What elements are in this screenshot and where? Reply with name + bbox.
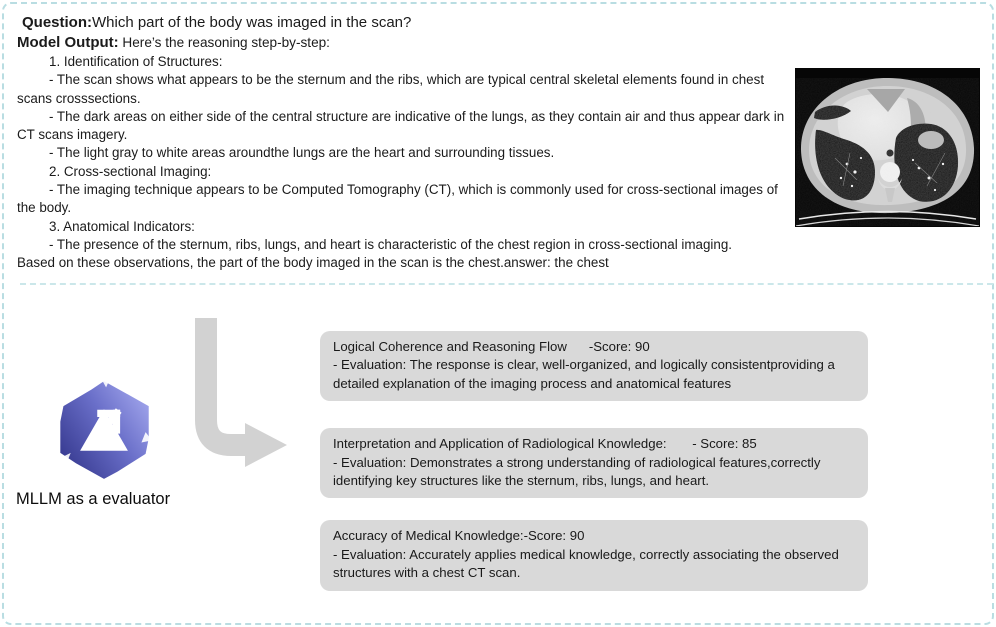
qwen-gear-logo-icon	[52, 378, 156, 482]
ct-scan-image	[795, 68, 980, 227]
reasoning-paragraph: 3. Anatomical Indicators:	[49, 218, 195, 234]
ct-scan-graphic	[795, 68, 980, 227]
question-label: Question:	[22, 14, 92, 31]
evaluation-title-line: Accuracy of Medical Knowledge:-Score: 90	[333, 528, 585, 544]
question-line	[17, 13, 793, 33]
reasoning-paragraph: 2. Cross-sectional Imaging:	[49, 163, 212, 179]
evaluation-box	[320, 520, 868, 590]
elbow-arrow-icon	[183, 312, 298, 477]
evaluation-text: - Evaluation: Demonstrates a strong understanding of radiological features,correctly identifying key structures like the sternum, ribs, lungs, and heart.	[333, 454, 825, 489]
reasoning-paragraph: - The scan shows what appears to be the sternum and the ribs, which are typical central skeletal elements found in chest scans crosssections.	[17, 72, 765, 106]
reasoning-paragraph: 1. Identification of Structures:	[49, 54, 223, 69]
model-output-line	[17, 33, 793, 53]
evaluation-text: - Evaluation: The response is clear, well-organized, and logically consistentproviding a detailed explanation of the imaging process and anatomical features	[333, 357, 839, 391]
evaluation-text: - Evaluation: Accurately applies medical knowledge, correctly associating the observed structures with a chest CT scan.	[333, 546, 843, 581]
reasoning-paragraph: - The presence of the sternum, ribs, lungs, and heart is characteristic of the chest region in cross-sectional imaging.	[49, 236, 733, 252]
evaluation-boxes	[320, 331, 868, 591]
model-output-intro: Here’s the reasoning step-by-step:	[118, 35, 330, 50]
model-output-label: Model Output:	[17, 34, 119, 51]
separator-dashed-line	[20, 283, 993, 285]
evaluation-box	[320, 331, 868, 401]
evaluation-title-line: Interpretation and Application of Radiological Knowledge: - Score: 85	[333, 436, 757, 452]
reasoning-paragraph: - The light gray to white areas aroundthe lungs are the heart and surrounding tissues.	[49, 145, 555, 161]
qa-text-block	[17, 13, 793, 273]
reasoning-list	[17, 53, 793, 273]
evaluator-logo	[52, 378, 156, 482]
reasoning-paragraph: Based on these observations, the part of the body imaged in the scan is the chest.answer: the chest	[17, 255, 609, 271]
evaluation-box	[320, 428, 868, 498]
reasoning-paragraph: - The dark areas on either side of the central structure are indicative of the lungs, as they contain air and thus appear dark in CT scans imagery.	[17, 108, 785, 143]
evaluator-label: MLLM as a evaluator	[16, 490, 171, 508]
question-text: Which part of the body was imaged in the scan?	[92, 14, 412, 31]
reasoning-paragraph: - The imaging technique appears to be Computed Tomography (CT), which is commonly used for cross-sectional images of the body.	[17, 182, 778, 216]
evaluation-title-line: Logical Coherence and Reasoning Flow -Score: 90	[333, 339, 650, 354]
